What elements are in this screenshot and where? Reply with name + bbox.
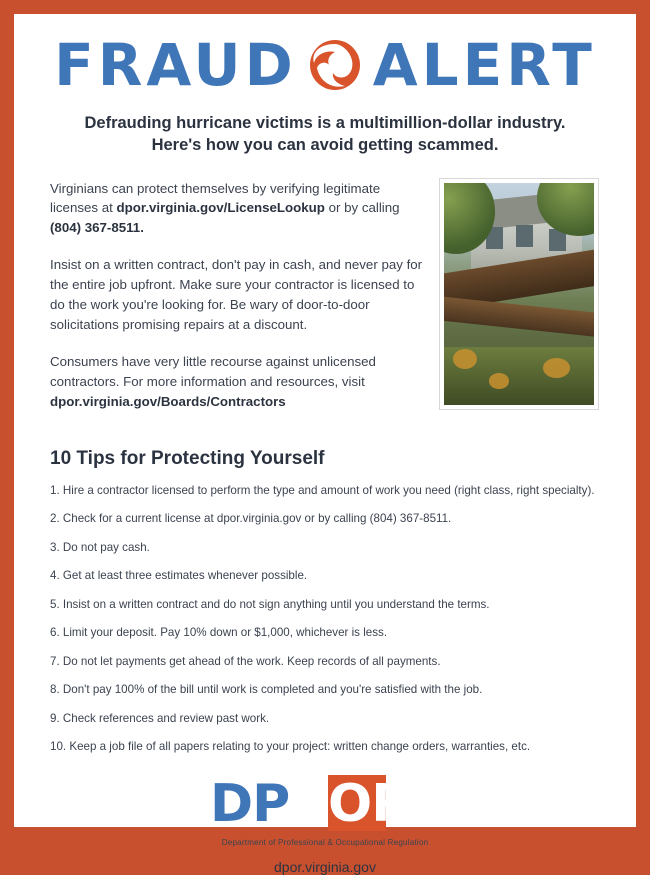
photo-leaf-3	[543, 358, 570, 378]
hurricane-icon	[305, 37, 365, 93]
tips-list	[36, 484, 614, 755]
header-banner	[36, 31, 614, 99]
photo-image	[444, 183, 594, 405]
paragraph-1-text-b: or by calling	[324, 200, 400, 216]
paragraph-3-text: Consumers have very little recourse against unlicensed contractors. For more information and resources, visit	[50, 354, 376, 390]
list-item: 8. Don't pay 100% of the bill until work is completed and you're satisfied with the job.	[50, 683, 483, 697]
photo-window-2	[516, 225, 533, 247]
list-item: 3. Do not pay cash.	[50, 540, 150, 554]
list-item: 5. Insist on a written contract and do not sign anything until you understand the terms.	[50, 597, 490, 611]
list-item: 9. Check references and review past work.	[50, 711, 270, 725]
photo-leaf-1	[453, 349, 477, 369]
flyer-content	[36, 30, 614, 875]
license-lookup-link[interactable]: dpor.virginia.gov/LicenseLookup	[116, 200, 325, 216]
paragraph-1-text-a: Virginians can protect themselves by verifying legitimate licenses at	[50, 180, 381, 216]
subtitle-line-2: Here's how you can avoid getting scammed.	[151, 136, 499, 155]
photo-leaf-2	[489, 373, 509, 389]
storm-damage-photo	[440, 179, 598, 409]
body-section	[36, 179, 614, 412]
list-item: 10. Keep a job file of all papers relating to your project: written change orders, warranties, etc.	[50, 740, 531, 754]
subtitle-line-1: Defrauding hurricane victims is a multimillion-dollar industry.	[84, 114, 566, 132]
list-item: 1. Hire a contractor licensed to perform the type and amount of work you need (right class, right specialty).	[50, 483, 595, 497]
list-item: 2. Check for a current license at dpor.virginia.gov or by calling (804) 367-8511.	[50, 512, 452, 526]
paragraph-1	[50, 179, 426, 239]
subtitle	[36, 112, 614, 157]
svg-text:DP: DP	[210, 773, 290, 834]
body-text	[36, 179, 426, 412]
photo-fallen-tree-2	[440, 295, 598, 338]
flyer-page	[14, 14, 636, 875]
logo-tagline: Department of Professional & Occupational Regulation	[221, 837, 429, 847]
phone-number: (804) 367-8511.	[50, 220, 144, 236]
contractors-board-link[interactable]: dpor.virginia.gov/Boards/Contractors	[50, 393, 286, 409]
footer	[36, 773, 614, 875]
header-word-fraud: FRAUD	[54, 31, 297, 99]
header-word-alert: ALERT	[372, 31, 596, 99]
website-url[interactable]: dpor.virginia.gov	[274, 858, 376, 875]
tips-title: 10 Tips for Protecting Yourself	[50, 447, 325, 469]
list-item: 7. Do not let payments get ahead of the work. Keep records of all payments.	[50, 654, 441, 668]
list-item: 6. Limit your deposit. Pay 10% down or $1,000, whichever is less.	[50, 626, 388, 640]
list-item: 4. Get at least three estimates whenever possible.	[50, 569, 308, 583]
paragraph-3	[50, 352, 426, 412]
svg-text:OR: OR	[328, 773, 411, 834]
paragraph-2: Insist on a written contract, don't pay in cash, and never pay for the entire job upfront. Make sure your contractor is licensed to do the work you're looking for. Be wary of door-to-door solicitations promising repairs at a discount.	[50, 257, 423, 333]
dpor-logo	[210, 773, 440, 835]
